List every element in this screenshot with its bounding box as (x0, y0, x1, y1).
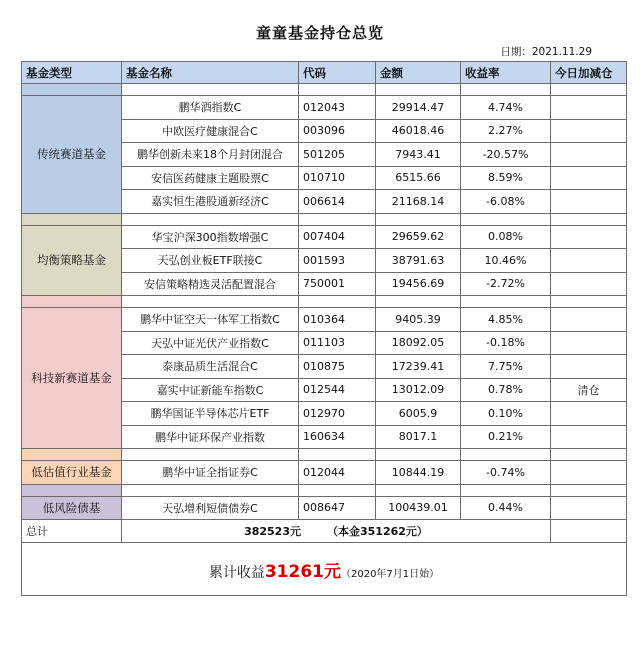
fund-change-cell (551, 119, 627, 143)
spacer-cell (22, 484, 122, 496)
fund-rate-cell: 0.21% (461, 425, 551, 449)
fund-change-cell (551, 272, 627, 296)
spacer-cell (122, 296, 299, 308)
fund-change-cell (551, 331, 627, 355)
summary-note: （2020年7月1日始） (340, 568, 440, 580)
fund-name-cell: 鹏华酒指数C (122, 96, 299, 120)
fund-change-cell (551, 402, 627, 426)
fund-amount-cell: 17239.41 (376, 355, 461, 379)
spacer-cell (22, 296, 122, 308)
total-value-cell (122, 520, 551, 543)
fund-name-cell: 鹏华国证半导体芯片ETF (122, 402, 299, 426)
spacer-cell (461, 449, 551, 461)
column-header-change: 今日加减仓 (551, 62, 627, 84)
spacer-cell (299, 484, 376, 496)
spacer-cell (461, 296, 551, 308)
fund-code-cell: 010875 (299, 355, 376, 379)
fund-rate-cell: -20.57% (461, 143, 551, 167)
fund-code-cell: 012043 (299, 96, 376, 120)
fund-name-cell: 华宝沪深300指数增强C (122, 225, 299, 249)
fund-code-cell: 007404 (299, 225, 376, 249)
fund-name-cell: 安信医药健康主题股票C (122, 166, 299, 190)
column-header-name: 基金名称 (122, 62, 299, 84)
fund-change-cell (551, 461, 627, 485)
spacer-cell (551, 484, 627, 496)
fund-amount-cell: 6515.66 (376, 166, 461, 190)
spacer-cell (122, 84, 299, 96)
fund-name-cell: 鹏华中证空天一体军工指数C (122, 308, 299, 332)
column-header-code: 代码 (299, 62, 376, 84)
fund-change-cell (551, 143, 627, 167)
fund-amount-cell: 8017.1 (376, 425, 461, 449)
fund-rate-cell: -0.18% (461, 331, 551, 355)
fund-rate-cell: -0.74% (461, 461, 551, 485)
fund-amount-cell: 10844.19 (376, 461, 461, 485)
fund-rate-cell: 4.85% (461, 308, 551, 332)
fund-amount-cell: 9405.39 (376, 308, 461, 332)
fund-change-cell (551, 166, 627, 190)
fund-code-cell: 160634 (299, 425, 376, 449)
fund-code-cell: 501205 (299, 143, 376, 167)
summary-row (22, 543, 627, 596)
table-row (22, 308, 627, 332)
report-date: 日期：2021.11.29 (500, 46, 592, 58)
fund-change-cell (551, 308, 627, 332)
summary-cell (22, 543, 627, 596)
fund-change-cell (551, 190, 627, 214)
total-empty-cell (551, 520, 627, 543)
total-row (22, 520, 627, 543)
fund-category-cell: 传统赛道基金 (22, 96, 122, 214)
fund-rate-cell: -6.08% (461, 190, 551, 214)
fund-rate-cell: 10.46% (461, 249, 551, 273)
spacer-cell (122, 484, 299, 496)
spacer-cell (551, 296, 627, 308)
fund-amount-cell: 6005.9 (376, 402, 461, 426)
spacer-cell (461, 84, 551, 96)
table-header-row (22, 62, 627, 84)
fund-name-cell: 天弘增利短债债券C (122, 496, 299, 520)
summary-value: 31261元 (264, 561, 341, 582)
column-header-type: 基金类型 (22, 62, 122, 84)
fund-amount-cell: 18092.05 (376, 331, 461, 355)
fund-rate-cell: 0.78% (461, 378, 551, 402)
fund-code-cell: 010364 (299, 308, 376, 332)
fund-change-cell (551, 355, 627, 379)
fund-name-cell: 中欧医疗健康混合C (122, 119, 299, 143)
fund-name-cell: 嘉实中证新能车指数C (122, 378, 299, 402)
group-spacer-row (22, 213, 627, 225)
fund-rate-cell: -2.72% (461, 272, 551, 296)
spacer-cell (376, 449, 461, 461)
fund-rate-cell: 0.08% (461, 225, 551, 249)
column-header-rate: 收益率 (461, 62, 551, 84)
group-spacer-row (22, 449, 627, 461)
column-header-amount: 金额 (376, 62, 461, 84)
fund-name-cell: 鹏华中证环保产业指数 (122, 425, 299, 449)
group-spacer-row (22, 484, 627, 496)
holdings-table (21, 61, 627, 596)
total-label: 总计 (22, 520, 122, 543)
spacer-cell (299, 296, 376, 308)
fund-category-cell: 科技新赛道基金 (22, 308, 122, 449)
fund-rate-cell: 8.59% (461, 166, 551, 190)
fund-code-cell: 001593 (299, 249, 376, 273)
spacer-cell (22, 449, 122, 461)
spacer-cell (22, 213, 122, 225)
fund-code-cell: 012970 (299, 402, 376, 426)
spacer-cell (122, 449, 299, 461)
fund-rate-cell: 4.74% (461, 96, 551, 120)
spacer-cell (551, 449, 627, 461)
spacer-cell (122, 213, 299, 225)
fund-category-cell: 均衡策略基金 (22, 225, 122, 296)
fund-rate-cell: 0.10% (461, 402, 551, 426)
table-row (22, 96, 627, 120)
spacer-cell (299, 213, 376, 225)
total-principal: （本金351262元） (327, 525, 428, 538)
fund-name-cell: 泰康品质生活混合C (122, 355, 299, 379)
group-spacer-row (22, 296, 627, 308)
fund-amount-cell: 19456.69 (376, 272, 461, 296)
fund-amount-cell: 13012.09 (376, 378, 461, 402)
fund-change-cell (551, 96, 627, 120)
fund-change-cell (551, 225, 627, 249)
holdings-table-body (22, 62, 627, 596)
fund-code-cell: 008647 (299, 496, 376, 520)
fund-code-cell: 003096 (299, 119, 376, 143)
fund-amount-cell: 46018.46 (376, 119, 461, 143)
fund-rate-cell: 0.44% (461, 496, 551, 520)
fund-amount-cell: 29914.47 (376, 96, 461, 120)
fund-amount-cell: 21168.14 (376, 190, 461, 214)
table-row (22, 496, 627, 520)
fund-name-cell: 天弘创业板ETF联接C (122, 249, 299, 273)
table-row (22, 225, 627, 249)
fund-code-cell: 012044 (299, 461, 376, 485)
fund-change-cell (551, 425, 627, 449)
spacer-cell (376, 484, 461, 496)
spacer-cell (22, 84, 122, 96)
fund-name-cell: 鹏华创新未来18个月封闭混合 (122, 143, 299, 167)
fund-amount-cell: 7943.41 (376, 143, 461, 167)
fund-amount-cell: 100439.01 (376, 496, 461, 520)
fund-name-cell: 安信策略精选灵活配置混合 (122, 272, 299, 296)
fund-name-cell: 鹏华中证全指证券C (122, 461, 299, 485)
summary-prefix: 累计收益 (208, 564, 265, 581)
spacer-cell (376, 296, 461, 308)
group-spacer-row (22, 84, 627, 96)
fund-amount-cell: 38791.63 (376, 249, 461, 273)
page-title: 童童基金持仓总览 (255, 24, 384, 42)
spacer-cell (376, 84, 461, 96)
spacer-cell (551, 213, 627, 225)
fund-change-cell (551, 496, 627, 520)
fund-category-cell: 低估值行业基金 (22, 461, 122, 485)
fund-name-cell: 嘉实恒生港股通新经济C (122, 190, 299, 214)
fund-change-cell: 清仓 (551, 378, 627, 402)
fund-code-cell: 010710 (299, 166, 376, 190)
total-value: 382523元 (244, 525, 301, 538)
fund-name-cell: 天弘中证光伏产业指数C (122, 331, 299, 355)
spacer-cell (461, 484, 551, 496)
fund-change-cell (551, 249, 627, 273)
fund-code-cell: 006614 (299, 190, 376, 214)
fund-category-cell: 低风险债基 (22, 496, 122, 520)
spacer-cell (376, 213, 461, 225)
spacer-cell (461, 213, 551, 225)
spacer-cell (299, 84, 376, 96)
fund-code-cell: 011103 (299, 331, 376, 355)
fund-amount-cell: 29659.62 (376, 225, 461, 249)
fund-code-cell: 012544 (299, 378, 376, 402)
table-row (22, 461, 627, 485)
spacer-cell (551, 84, 627, 96)
spacer-cell (299, 449, 376, 461)
fund-rate-cell: 2.27% (461, 119, 551, 143)
fund-code-cell: 750001 (299, 272, 376, 296)
fund-rate-cell: 7.75% (461, 355, 551, 379)
